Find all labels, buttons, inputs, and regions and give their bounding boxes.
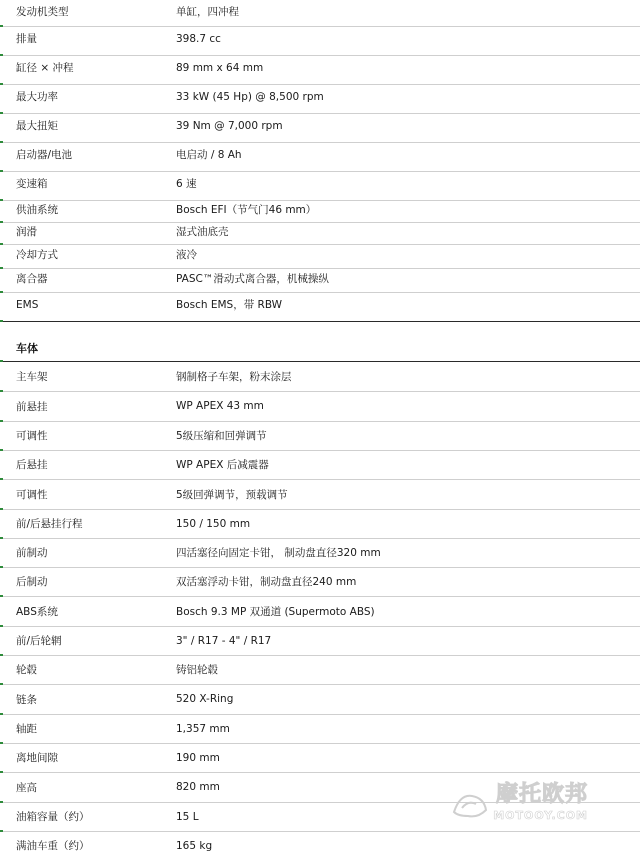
spec-label: 轮毂 xyxy=(16,664,37,676)
spec-row xyxy=(0,831,640,860)
spec-label: 座高 xyxy=(16,781,37,794)
spec-row xyxy=(0,684,640,714)
spec-value: 820 mm xyxy=(176,781,220,793)
watermark-subtext: MOTOOY.COM xyxy=(493,809,588,822)
spec-row xyxy=(0,626,640,655)
spec-value: 15 L xyxy=(176,810,199,823)
spec-row xyxy=(0,655,640,684)
spec-value: 铸铝轮毂 xyxy=(176,664,218,676)
spec-row xyxy=(0,140,640,169)
spec-value: 钢制格子车架，粉末涂层 xyxy=(176,371,292,383)
spec-row xyxy=(0,0,640,24)
spec-label: 可调性 xyxy=(16,430,48,442)
spec-label: 最大扭矩 xyxy=(16,120,58,132)
spec-row xyxy=(0,198,640,220)
spec-row xyxy=(0,242,640,266)
spec-row xyxy=(0,743,640,772)
chassis-section-title: 车体 xyxy=(16,342,38,355)
spec-label: 离合器 xyxy=(16,272,48,285)
spec-value: 液冷 xyxy=(176,248,197,261)
spec-value: 89 mm x 64 mm xyxy=(176,61,264,74)
spec-value: 39 Nm @ 7,000 rpm xyxy=(176,119,283,132)
spec-row xyxy=(0,53,640,82)
spec-value: 电启动 / 8 Ah xyxy=(176,149,242,161)
spec-label: ABS系统 xyxy=(16,605,58,618)
row-marker xyxy=(0,320,3,322)
spec-row xyxy=(0,82,640,111)
spec-row xyxy=(0,362,640,391)
spec-label: 供油系统 xyxy=(16,203,58,216)
spec-value: 3" / R17 - 4" / R17 xyxy=(176,634,272,647)
spec-value: 单缸，四冲程 xyxy=(176,5,239,18)
spec-row xyxy=(0,567,640,596)
spec-label: 后制动 xyxy=(16,576,48,588)
spec-label: 满油车重（约） xyxy=(16,840,90,852)
motorcycle-logo-icon xyxy=(450,786,490,822)
spec-row xyxy=(0,421,640,450)
spec-value: 四活塞径向固定卡钳， 制动盘直径320 mm xyxy=(176,547,381,559)
spec-value: 150 / 150 mm xyxy=(176,517,251,530)
row-divider xyxy=(0,321,640,322)
spec-row xyxy=(0,450,640,479)
spec-label: 变速箱 xyxy=(16,178,48,190)
spec-value: 190 mm xyxy=(176,751,220,764)
spec-row xyxy=(0,266,640,290)
spec-value: 398.7 cc xyxy=(176,32,221,45)
spec-row xyxy=(0,391,640,421)
spec-row xyxy=(0,290,640,319)
spec-row xyxy=(0,169,640,198)
spec-label: 主车架 xyxy=(16,371,48,383)
spec-label: 发动机类型 xyxy=(16,5,69,18)
spec-label: 前/后轮辋 xyxy=(16,635,62,647)
spec-row xyxy=(0,596,640,626)
spec-label: 冷却方式 xyxy=(16,248,58,261)
spec-value: 双活塞浮动卡钳，制动盘直径240 mm xyxy=(176,576,357,588)
spec-value: 1,357 mm xyxy=(176,722,230,735)
spec-value: WP APEX 后减震器 xyxy=(176,459,269,471)
spec-value: 165 kg xyxy=(176,839,213,852)
spec-label: 前/后悬挂行程 xyxy=(16,518,83,530)
spec-row xyxy=(0,538,640,567)
spec-label: 前悬挂 xyxy=(16,400,48,413)
spec-label: 可调性 xyxy=(16,488,48,501)
spec-value: 5级回弹调节，预载调节 xyxy=(176,488,288,501)
spec-value: 6 速 xyxy=(176,178,197,190)
watermark-text: 摩托欧邦 xyxy=(495,782,588,807)
spec-value: Bosch 9.3 MP 双通道 (Supermoto ABS) xyxy=(176,605,375,618)
spec-value: PASC™滑动式离合器，机械操纵 xyxy=(176,272,329,285)
spec-label: 启动器/电池 xyxy=(16,149,73,161)
spec-label: 润滑 xyxy=(16,225,37,238)
spec-label: 链条 xyxy=(16,693,37,706)
spec-row xyxy=(0,714,640,743)
spec-label: 轴距 xyxy=(16,723,37,735)
spec-label: 后悬挂 xyxy=(16,459,48,471)
spec-row xyxy=(0,111,640,140)
spec-label: EMS xyxy=(16,298,39,311)
spec-value: 33 kW (45 Hp) @ 8,500 rpm xyxy=(176,90,324,103)
spec-label: 离地间隙 xyxy=(16,752,58,764)
spec-row xyxy=(0,509,640,538)
spec-row xyxy=(0,479,640,509)
spec-value: Bosch EFI（节气门46 mm） xyxy=(176,203,317,216)
spec-label: 缸径 × 冲程 xyxy=(16,62,74,74)
spec-label: 排量 xyxy=(16,33,37,45)
spec-value: 湿式油底壳 xyxy=(176,225,229,238)
spec-value: 520 X-Ring xyxy=(176,693,234,705)
spec-row xyxy=(0,220,640,242)
spec-label: 油箱容量（约） xyxy=(16,811,90,823)
spec-row xyxy=(0,24,640,53)
spec-value: WP APEX 43 mm xyxy=(176,400,264,412)
spec-value: Bosch EMS，带 RBW xyxy=(176,299,283,311)
spec-label: 最大功率 xyxy=(16,91,58,103)
spec-value: 5级压缩和回弹调节 xyxy=(176,430,267,442)
spec-label: 前制动 xyxy=(16,547,48,559)
